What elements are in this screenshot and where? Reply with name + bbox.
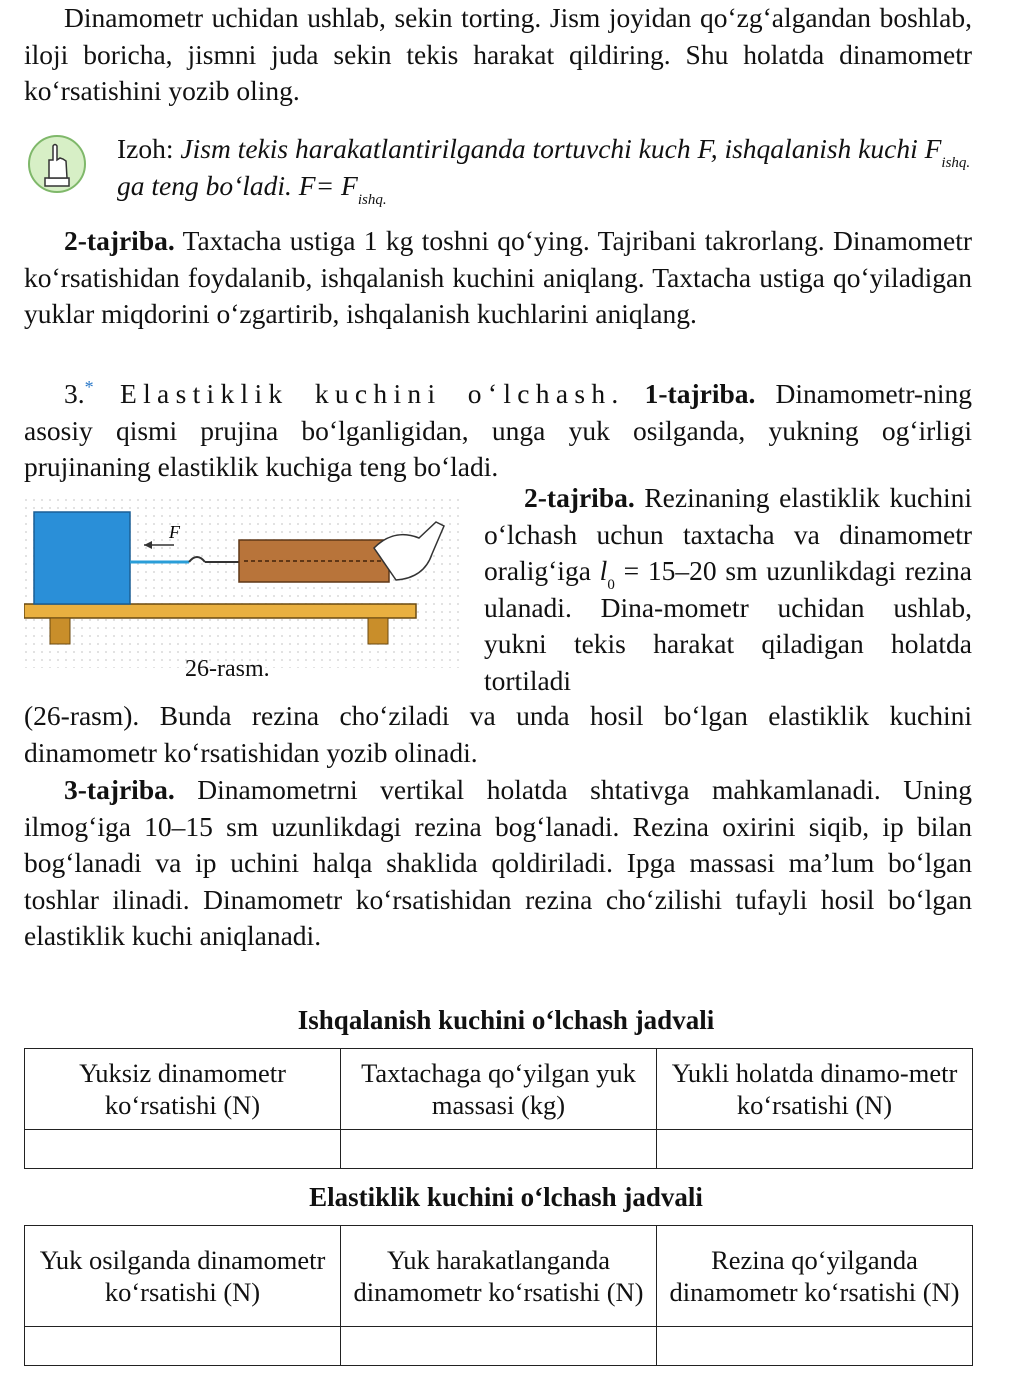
note-text2: ga teng bo‘ladi. F= F [117,170,358,201]
table-cell[interactable] [657,1327,973,1366]
note-text1: Jism tekis harakatlantirilganda tortuvchi kuch F, ishqalanish kuchi F [180,133,942,164]
table-cell[interactable] [657,1130,973,1169]
exp2b-label: 2-tajriba. [524,482,635,513]
table-header-cell: Yuksiz dinamometr ko‘rsatishi (N) [25,1049,341,1130]
section3-exp-label: 1-tajriba. [624,378,756,410]
table-cell[interactable] [25,1130,341,1169]
table-row [25,1327,973,1366]
experiment-2b-continued [24,698,972,771]
exp3-label: 3-tajriba. [64,774,175,805]
table-cell[interactable] [25,1327,341,1366]
table-header-cell: Taxtachaga qo‘yilgan yuk massasi (kg) [341,1049,657,1130]
section3-text: Dinamometr-ning asosiy qismi prujina bo‘lganligidan, unga yuk osilganda, yukning og‘irligi prujinaning elastiklik kuchiga teng bo‘ladi. [24,378,972,483]
experiment-2b-paragraph [484,480,972,699]
note-block [117,130,972,208]
table-header-cell: Yukli holatda dinamo-metr ko‘rsatishi (N) [657,1049,973,1130]
top-paragraph: Dinamometr uchidan ushlab, sekin torting. Jism joyidan qo‘zg‘algandan boshlab, iloji boricha, jismni juda sekin tekis harakat qildiring. Shu holatda dinamometr ko‘rsatishini yozib oling. [24,2,972,106]
friction-table [24,1048,973,1169]
table-row [25,1226,973,1327]
table-row [25,1130,973,1169]
pointing-hand-icon [27,134,87,194]
section-3-paragraph [24,369,972,486]
exp2b-text-b: = 15–20 sm uzunlikdagi rezina ulanadi. Dina-mometr uchidan ushlab, yukni tekis harakat qiladigan holatda tortiladi [484,555,972,696]
elasticity-table [24,1225,973,1366]
table-cell[interactable] [341,1327,657,1366]
exp2b-text-c: (26-rasm). Bunda rezina cho‘ziladi va unda hosil bo‘lgan elastiklik kuchini dinamometr ko‘rsatishidan yozib olinadi. [24,700,972,768]
table2-title: Elastiklik kuchini o‘lchash jadvali [309,1182,703,1212]
table-cell[interactable] [341,1130,657,1169]
exp2b-l: l [599,555,608,586]
section3-star: * [84,377,94,397]
experiment-2-paragraph [24,223,972,333]
exp2-label: 2-tajriba. [64,225,175,256]
table-header-cell: Rezina qo‘yilganda dinamometr ko‘rsatishi (N) [657,1226,973,1327]
experiment-3-paragraph [24,772,972,955]
exp2-text: Taxtacha ustiga 1 kg toshni qo‘ying. Tajribani takrorlang. Dinamometr ko‘rsatishidan foydalanib, ishqalanish kuchini aniqlang. Taxtacha ustiga qo‘yiladigan yuklar miqdorini o‘zgartirib, ishqalanish kuchlarini aniqlang. [24,225,972,329]
table-header-cell: Yuk osilganda dinamometr ko‘rsatishi (N) [25,1226,341,1327]
exp2b-text-a: Rezinaning elastiklik kuchini o‘lchash uchun taxtacha va dinamometr oralig‘iga [484,482,972,586]
table1-title: Ishqalanish kuchini o‘lchash jadvali [297,1005,715,1035]
section3-num: 3. [64,378,85,410]
note-sub2: ishq. [357,192,387,208]
figure-caption: 26-rasm. [185,656,270,682]
note-sub1: ishq. [941,155,971,171]
force-label: F [169,522,180,542]
note-label: Izoh: [117,133,174,164]
table-row [25,1049,973,1130]
exp2b-l-sub: 0 [607,577,615,593]
section3-title: Elastiklik kuchini o‘lchash. [93,378,625,410]
table-header-cell: Yuk harakatlanganda dinamometr ko‘rsatishi (N) [341,1226,657,1327]
exp3-text: Dinamometrni vertikal holatda shtativga mahkamlanadi. Uning ilmog‘iga 10–15 sm uzunlikdagi rezina bog‘lanadi. Rezina oxirini siqib, ip bilan bog‘lanadi va ip uchini halqa shaklida qoldiriladi. Ipga massasi ma’lum bo‘lgan toshlar ilinadi. Dinamometr ko‘rsatishidan rezina cho‘zilishi tufayli hosil bo‘lgan elastiklik kuchi aniqlanadi. [24,774,972,951]
